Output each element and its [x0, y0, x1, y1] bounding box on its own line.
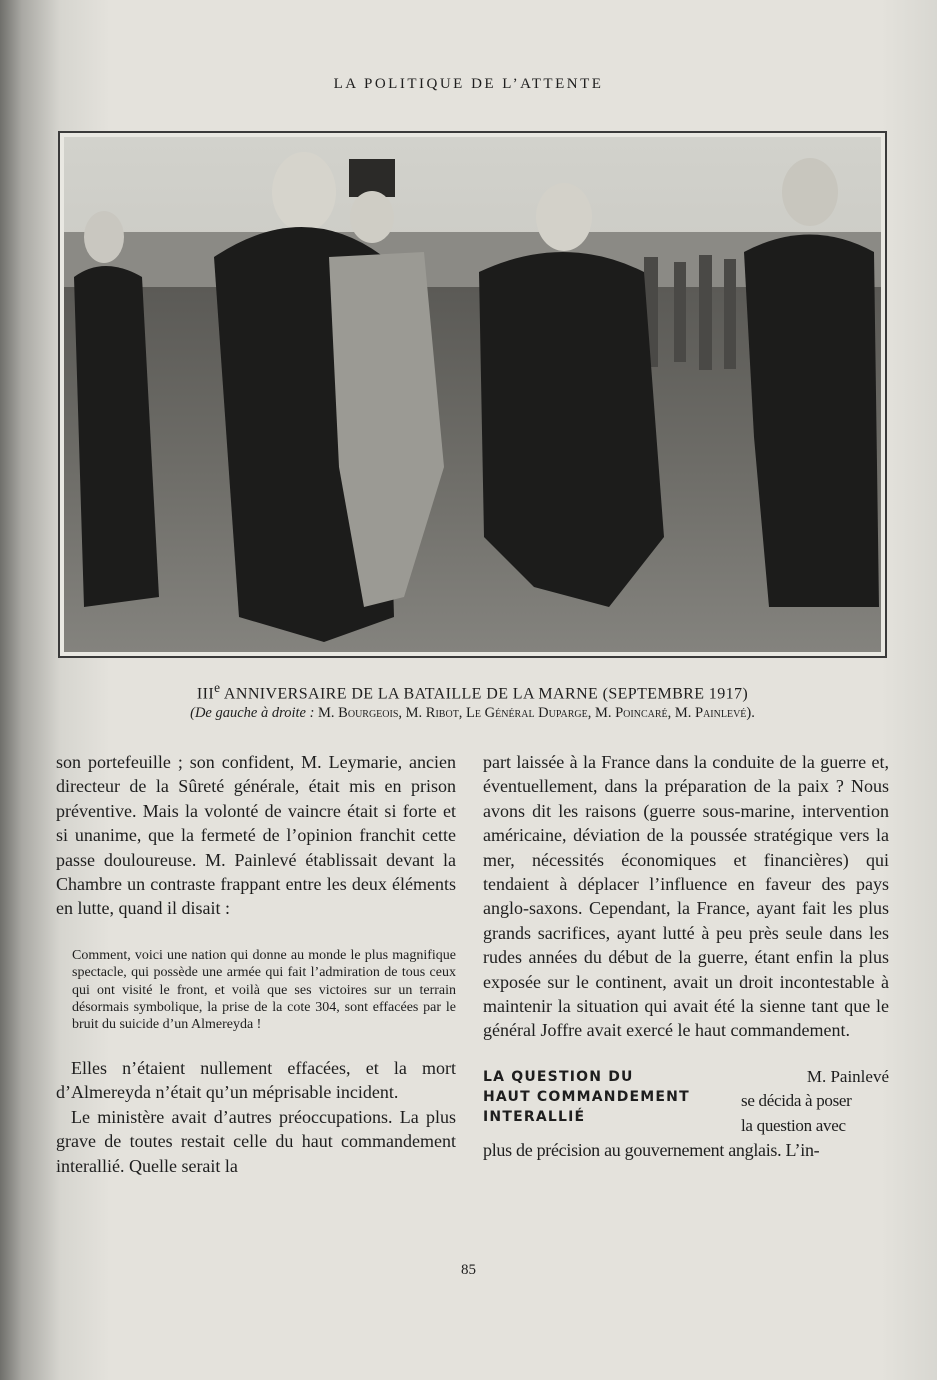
caption-names: [58, 705, 887, 722]
block-quote: Comment, voici une nation qui donne au monde le plus magnifique spectacle, qui possède une armée qui fait l’admiration de tous ceux qui ont visité le front, et voilà que ses victoires sur un terrain désormais symbolique, la prise de la cote 304, sont effacées par le bruit du suicide d’un Almereyda !: [72, 947, 456, 1033]
historical-photograph-icon: [64, 137, 881, 652]
caption-sup: e: [214, 680, 221, 695]
caption-roman: III: [196, 685, 215, 703]
caption-title-text: ANNIVERSAIRE DE LA BATAILLE DE LA MARNE (SEPTEMBRE 1917): [220, 685, 749, 703]
beside-text: [741, 1065, 889, 1138]
running-head: LA POLITIQUE DE L’ATTENTE: [333, 76, 604, 92]
right-paragraph-1: part laissée à la France dans la conduite de la guerre et, éventuellement, dans la préparation de la paix ? Nous avons dit les raisons (guerre sous-marine, intervention américaine, déviation de la poussée stratégique vers la mer, nécessités économiques et financières) qui tendaient à déplacer l’influence en faveur des pays anglo-saxons. Cependant, la France, ayant fait les plus grands sacrifices, ayant lutté à peu près seule dans les rudes années du début de la guerre, étant enfin la plus exposée sur le continent, avait un droit incontestable à maintenir la situation qui avait été la sienne tant que le général Joffre avait exercé le haut commandement.: [483, 752, 889, 1041]
caption-title: [58, 680, 887, 703]
section-heading-line-2: HAUT COMMANDEMENT: [483, 1088, 690, 1105]
beside-line-1: M. Painlevé: [806, 1066, 889, 1086]
left-column: [56, 750, 456, 1178]
caption-close: ).: [746, 705, 755, 721]
section-heading-line-1: LA QUESTION DU: [483, 1068, 634, 1085]
caption-italic: De gauche à droite :: [194, 705, 315, 721]
left-paragraph-2: Elles n’étaient nullement effacées, et la mort d’Almereyda n’était qu’un méprisable incident.: [56, 1057, 456, 1103]
page-number: 85: [461, 1262, 476, 1278]
right-column: [483, 750, 889, 1175]
trailing-line: plus de précision au gouvernement anglais. L’in-: [483, 1139, 820, 1160]
photo-frame: [58, 131, 887, 658]
section-heading-line-3: INTERALLIÉ: [483, 1108, 586, 1125]
beside-line-2: se décida à poser: [741, 1091, 852, 1111]
section-heading-block: [483, 1065, 889, 1175]
left-paragraph-1: son portefeuille ; son confident, M. Leymarie, ancien directeur de la Sûreté générale, était mis en prison préventive. Mais la volonté de vaincre était si forte et si unanime, que la fermeté de l’opinion franchit cette passe douloureuse. M. Painlevé établissait devant la Chambre un contraste frappant entre les deux éléments en lutte, quand il disait :: [56, 752, 456, 919]
beside-line-3: la question avec: [741, 1115, 846, 1135]
section-heading: [483, 1067, 738, 1127]
caption-paren-open: (: [190, 705, 195, 721]
left-paragraph-3: Le ministère avait d’autres préoccupations. La plus grave de toutes restait celle du haut commandement interallié. Quelle serait la: [56, 1106, 456, 1176]
caption-names-text: M. Bourgeois, M. Ribot, Le Général Duparge, M. Poincaré, M. Painlevé: [314, 705, 747, 721]
